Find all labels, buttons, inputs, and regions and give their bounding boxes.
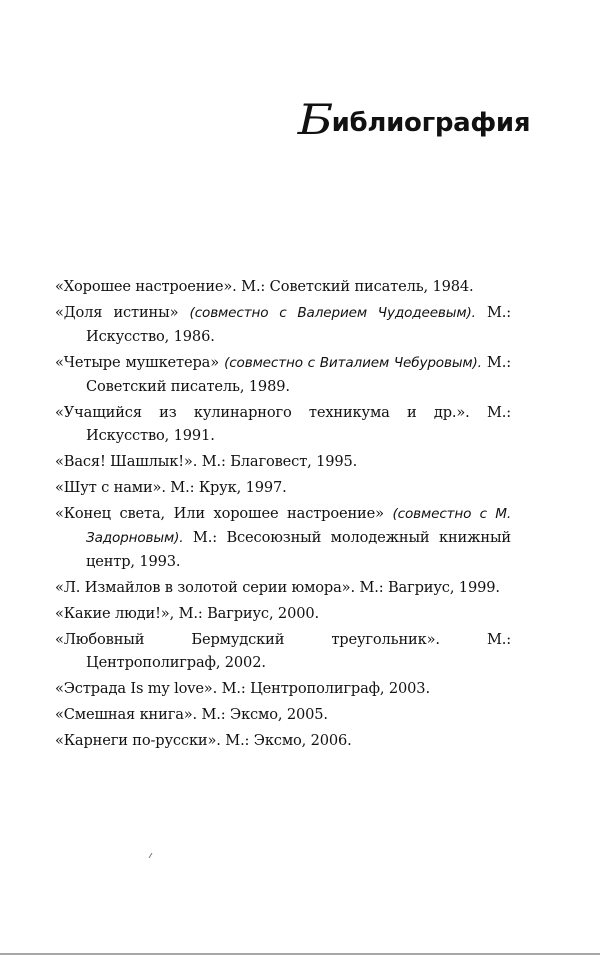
entry-coauthor: (совместно с Виталием Чебуровым). — [224, 355, 482, 371]
bibliography-entry — [55, 703, 511, 726]
entry-title: «Л. Измайлов в золотой серии юмора» — [55, 579, 351, 596]
entry-publisher: . М.: Крук, 1997. — [161, 479, 287, 496]
bibliography-entry — [55, 450, 511, 473]
bibliography-entry — [55, 301, 511, 348]
entry-title: «Любовный Бермудский треугольник» — [55, 631, 436, 648]
entry-title: «Карнеги по-русски» — [55, 732, 217, 749]
title-text: иблиография — [331, 108, 531, 139]
entry-title: «Доля истины» — [55, 304, 179, 321]
bibliography-entry — [55, 476, 511, 499]
entry-title: «Конец света, Или хорошее настроение» — [55, 505, 384, 522]
entry-title: «Вася! Шашлык!» — [55, 453, 193, 470]
bibliography-entry — [55, 729, 511, 752]
entry-publisher: . М.: Советский писатель, 1984. — [232, 278, 474, 295]
bibliography-entry — [55, 502, 511, 573]
entry-publisher: . М.: Благовест, 1995. — [192, 453, 358, 470]
entry-publisher: . М.: Центрополиграф, 2002. — [86, 631, 512, 671]
bibliography-entry — [55, 576, 511, 599]
entry-title: «Какие люди!» — [55, 605, 170, 622]
entry-publisher: . М.: Вагриус, 1999. — [350, 579, 500, 596]
bibliography-entry — [55, 275, 511, 298]
bibliography-entry — [55, 677, 511, 700]
bibliography-entry — [55, 401, 511, 447]
entry-coauthor: (совместно с М. Задорновым). — [86, 506, 511, 546]
entry-title: «Эстрада Is my love» — [55, 680, 213, 697]
bibliography-list — [55, 275, 511, 755]
entry-publisher: . М.: Эксмо, 2006. — [216, 732, 352, 749]
page-title — [297, 95, 531, 145]
bibliography-entry — [55, 351, 511, 398]
entry-publisher: М.: Всесоюзный молодежный книжный центр, 1993. — [86, 529, 511, 570]
entry-publisher: . М.: Эксмо, 2005. — [192, 706, 328, 723]
bibliography-entry — [55, 602, 511, 625]
entry-title: «Хорошее настроение» — [55, 278, 233, 295]
entry-publisher: . М.: Центрополиграф, 2003. — [212, 680, 430, 697]
entry-title: «Смешная книга» — [55, 706, 193, 723]
entry-title: «Учащийся из кулинарного техникума и др.» — [55, 404, 466, 421]
entry-publisher: , М.: Вагриус, 2000. — [169, 605, 319, 622]
entry-publisher: М.: Искусство, 1986. — [86, 304, 512, 345]
scan-speck — [149, 853, 156, 858]
entry-title: «Четыре мушкетера» — [55, 354, 219, 371]
entry-publisher: М.: Советский писатель, 1989. — [86, 354, 511, 395]
title-drop-initial: Б — [297, 95, 333, 145]
entry-coauthor: (совместно с Валерием Чудодеевым). — [189, 305, 476, 321]
entry-publisher: . М.: Искусство, 1991. — [86, 404, 512, 444]
bibliography-entry — [55, 628, 511, 674]
entry-title: «Шут с нами» — [55, 479, 162, 496]
